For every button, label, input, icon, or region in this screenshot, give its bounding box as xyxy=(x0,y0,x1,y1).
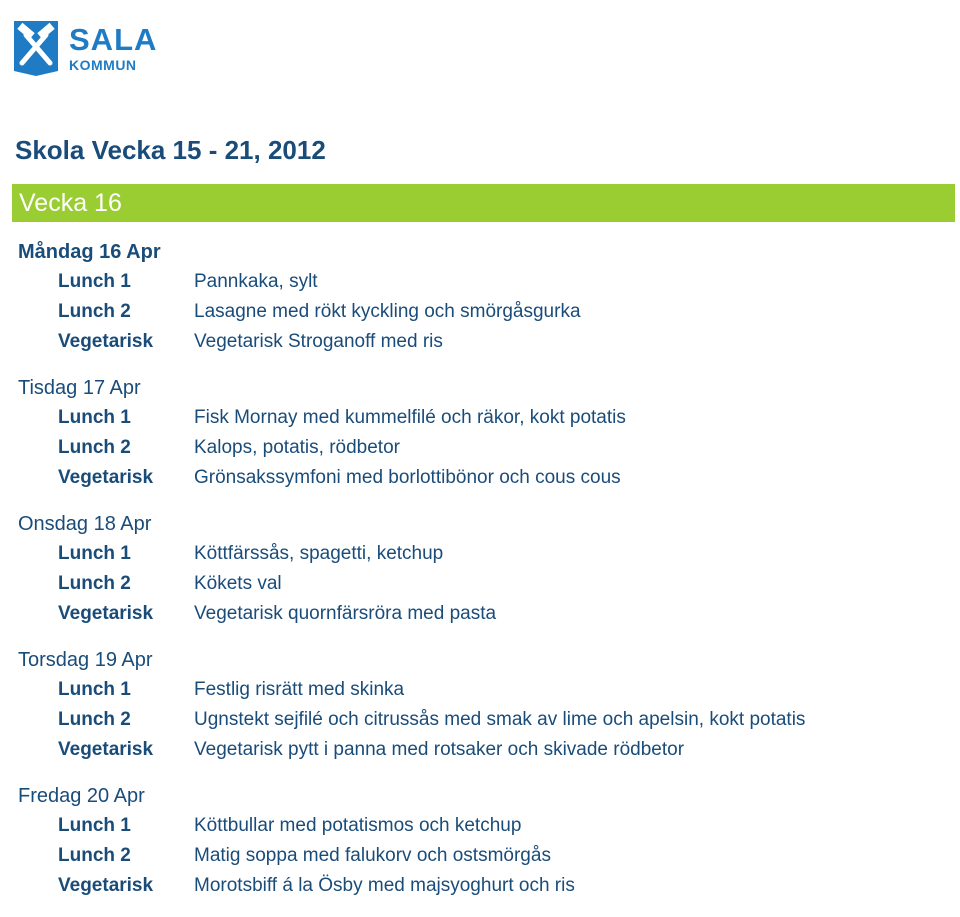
meal-dish: Morotsbiff á la Ösby med majsyoghurt och ris xyxy=(194,875,575,896)
day-header: Tisdag 17 Apr xyxy=(18,377,141,399)
meal-dish: Festlig risrätt med skinka xyxy=(194,679,405,700)
week-label: Vecka 16 xyxy=(19,188,122,217)
meal-label: Vegetarisk xyxy=(58,875,154,896)
meal-dish: Vegetarisk quornfärsröra med pasta xyxy=(194,603,497,624)
day-section xyxy=(0,373,960,509)
meal-label: Vegetarisk xyxy=(58,331,154,352)
meal-row xyxy=(0,327,960,357)
meal-row xyxy=(0,403,960,433)
meal-dish: Grönsakssymfoni med borlottibönor och cous cous xyxy=(194,467,621,488)
meal-label: Lunch 1 xyxy=(58,543,131,564)
meal-label: Lunch 2 xyxy=(58,437,131,458)
meal-dish: Vegetarisk pytt i panna med rotsaker och skivade rödbetor xyxy=(194,739,685,760)
day-header: Fredag 20 Apr xyxy=(18,785,145,807)
day-section xyxy=(0,781,960,917)
meal-dish: Pannkaka, sylt xyxy=(194,271,318,292)
meal-row xyxy=(0,841,960,871)
meal-dish: Ugnstekt sejfilé och citrussås med smak av lime och apelsin, kokt potatis xyxy=(194,709,806,730)
meal-row xyxy=(0,433,960,463)
meal-dish: Kökets val xyxy=(194,573,282,594)
meal-row xyxy=(0,705,960,735)
meal-row xyxy=(0,267,960,297)
meal-label: Lunch 1 xyxy=(58,815,131,836)
meal-label: Lunch 1 xyxy=(58,407,131,428)
crossed-hammers-icon xyxy=(12,19,60,77)
day-section xyxy=(0,509,960,645)
meal-dish: Fisk Mornay med kummelfilé och räkor, kokt potatis xyxy=(194,407,626,428)
meal-label: Lunch 2 xyxy=(58,709,131,730)
meal-dish: Köttfärssås, spagetti, ketchup xyxy=(194,543,444,564)
meal-row xyxy=(0,599,960,629)
meal-label: Lunch 2 xyxy=(58,301,131,322)
logo-subname: KOMMUN xyxy=(69,57,137,73)
meal-label: Lunch 1 xyxy=(58,271,131,292)
meal-dish: Kalops, potatis, rödbetor xyxy=(194,437,400,458)
meal-row xyxy=(0,297,960,327)
meal-label: Vegetarisk xyxy=(58,603,154,624)
menu-days xyxy=(0,237,960,917)
meal-label: Lunch 2 xyxy=(58,573,131,594)
page-title: Skola Vecka 15 - 21, 2012 xyxy=(15,135,326,165)
meal-row xyxy=(0,735,960,765)
day-header: Måndag 16 Apr xyxy=(18,241,161,263)
logo-name: SALA xyxy=(69,22,158,57)
sala-kommun-logo xyxy=(12,18,157,78)
meal-row xyxy=(0,569,960,599)
meal-row xyxy=(0,871,960,901)
meal-label: Vegetarisk xyxy=(58,739,154,760)
meal-label: Lunch 2 xyxy=(58,845,131,866)
meal-row xyxy=(0,539,960,569)
logo-wordmark xyxy=(69,24,157,72)
day-header: Onsdag 18 Apr xyxy=(18,513,152,535)
meal-row xyxy=(0,811,960,841)
meal-label: Vegetarisk xyxy=(58,467,154,488)
meal-dish: Matig soppa med falukorv och ostsmörgås xyxy=(194,845,551,866)
meal-label: Lunch 1 xyxy=(58,679,131,700)
week-header-bar xyxy=(12,184,955,222)
meal-row xyxy=(0,463,960,493)
meal-dish: Köttbullar med potatismos och ketchup xyxy=(194,815,522,836)
meal-dish: Lasagne med rökt kyckling och smörgåsgurka xyxy=(194,301,581,322)
meal-dish: Vegetarisk Stroganoff med ris xyxy=(194,331,443,352)
day-header: Torsdag 19 Apr xyxy=(18,649,153,671)
day-section xyxy=(0,645,960,781)
day-section xyxy=(0,237,960,373)
meal-row xyxy=(0,675,960,705)
